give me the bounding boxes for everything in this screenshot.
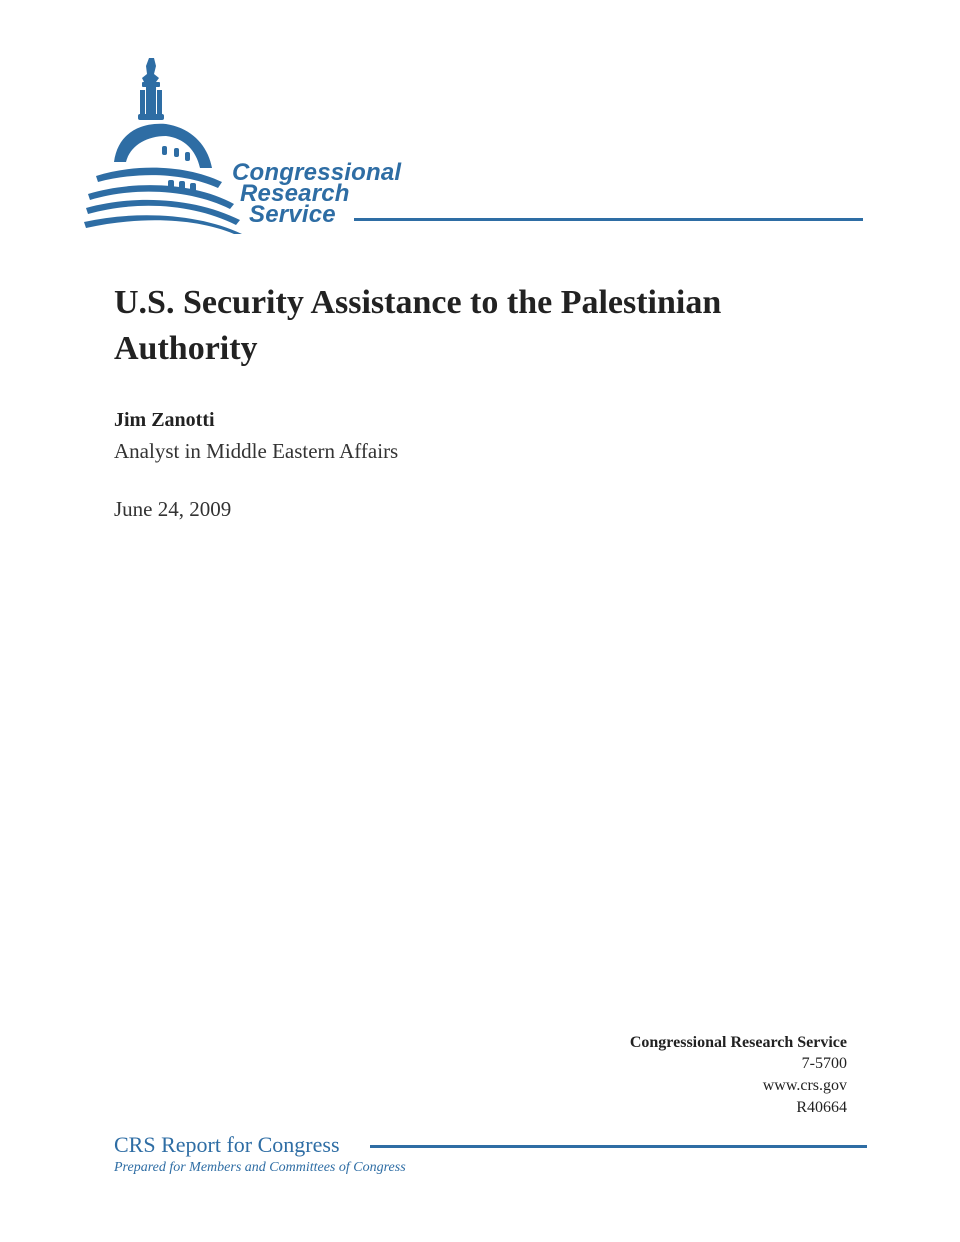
crs-logo (84, 52, 864, 234)
report-number: R40664 (796, 1099, 847, 1116)
footer-divider (370, 1145, 867, 1148)
capitol-dome-icon (84, 52, 254, 234)
publisher-code: 7-5700 (801, 1055, 847, 1072)
publisher-info (630, 1033, 847, 1119)
series-subtitle: Prepared for Members and Committees of Congress (114, 1160, 406, 1175)
logo-line-congressional: Congressional (232, 159, 402, 186)
logo-line-service: Service (249, 201, 336, 228)
logo-line-research: Research (240, 180, 350, 207)
author-title: Analyst in Middle Eastern Affairs (114, 439, 399, 463)
logo-wordmark (232, 159, 402, 228)
report-date: June 24, 2009 (114, 497, 232, 521)
report-title: U.S. Security Assistance to the Palestinian Authority (114, 284, 722, 367)
publisher-name: Congressional Research Service (629, 1034, 847, 1051)
publisher-website: www.crs.gov (762, 1077, 847, 1094)
author-name: Jim Zanotti (114, 409, 215, 431)
header-divider (354, 218, 863, 221)
series-title: CRS Report for Congress (114, 1132, 340, 1157)
